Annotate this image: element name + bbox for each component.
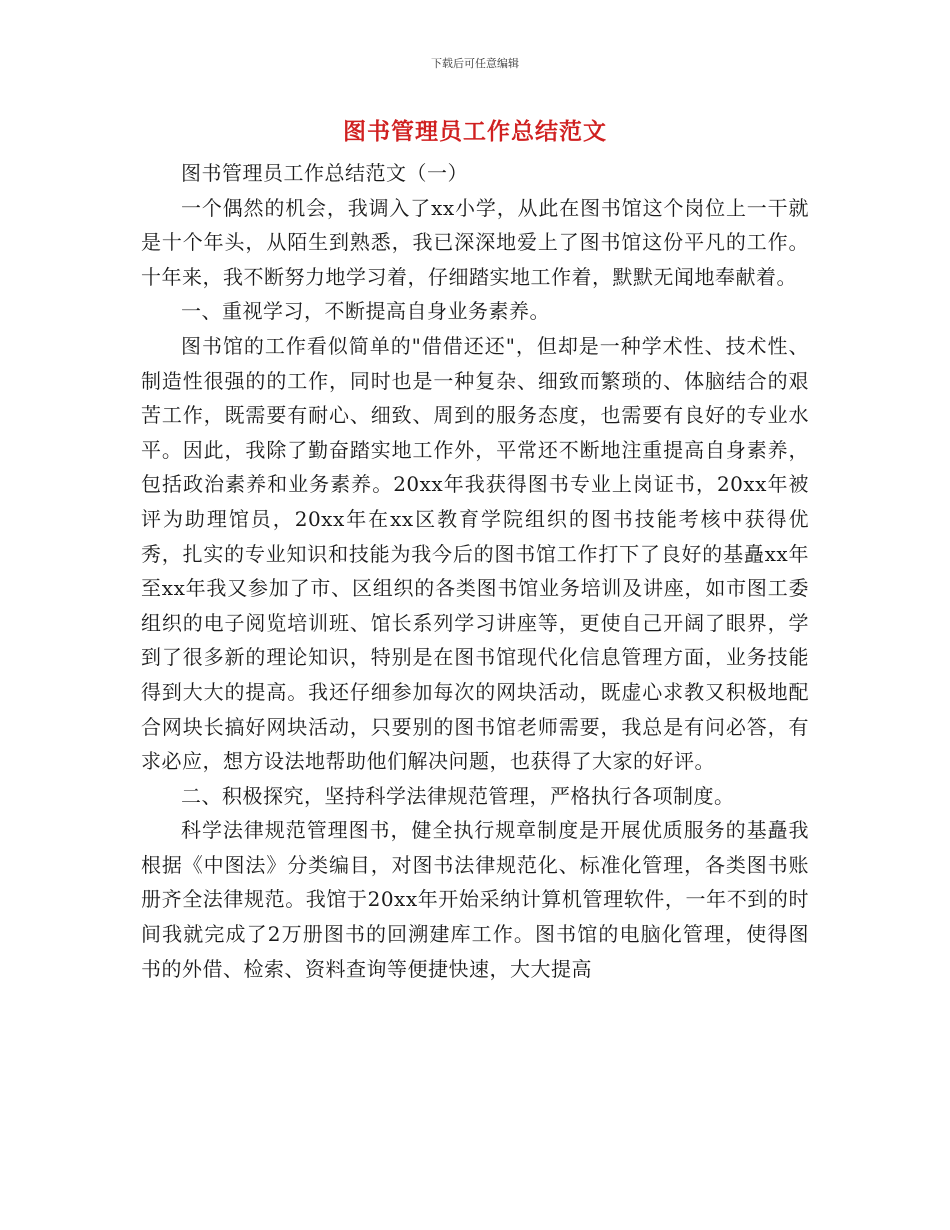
intro-paragraph: 一个偶然的机会，我调入了xx小学，从此在图书馆这个岗位上一干就是十个年头，从陌生到熟悉，我已深深地爱上了图书馆这份平凡的工作。十年来，我不断努力地学习着，仔细踏实地工作着，默默无闻地奉献着。 xyxy=(141,195,809,289)
document-body xyxy=(141,156,809,986)
section-2-paragraph: 科学法律规范管理图书，健全执行规章制度是开展优质服务的基矗我根据《中图法》分类编目，对图书法律规范化、标准化管理，各类图书账册齐全法律规范。我馆于20xx年开始采纳计算机管理软件，一年不到的时间我就完成了2万册图书的回溯建库工作。图书馆的电脑化管理，使得图书的外借、检索、资料查询等便捷快速，大大提高 xyxy=(141,818,809,981)
page-header-note: 下载后可任意编辑 xyxy=(431,57,519,70)
section-1-paragraph: 图书馆的工作看似简单的"借借还还"，但却是一种学术性、技术性、制造性很强的的工作，同时也是一种复杂、细致而繁琐的、体脑结合的艰苦工作，既需要有耐心、细致、周到的服务态度，也需要有良好的专业水平。因此，我除了勤奋踏实地工作外，平常还不断地注重提高自身素养，包括政治素养和业务素养。20xx年我获得图书专业上岗证书，20xx年被评为助理馆员，20xx年在xx区教育学院组织的图书技能考核中获得优秀，扎实的专业知识和技能为我今后的图书馆工作打下了良好的基矗xx年至xx年我又参加了市、区组织的各类图书馆业务培训及讲座，如市图工委组织的电子阅览培训班、馆长系列学习讲座等，更使自己开阔了眼界，学到了很多新的理论知识，特别是在图书馆现代化信息管理方面，业务技能得到大大的提高。我还仔细参加每次的网块活动，既虚心求教又积极地配合网块长搞好网块活动，只要别的图书馆老师需要，我总是有问必答，有求必应，想方设法地帮助他们解决问题，也获得了大家的好评。 xyxy=(141,333,809,774)
subtitle-paragraph: 图书管理员工作总结范文（一） xyxy=(181,161,468,185)
section-heading-1: 一、重视学习，不断提高自身业务素养。 xyxy=(181,299,550,324)
document-title: 图书管理员工作总结范文 xyxy=(343,119,607,145)
section-heading-2: 二、积极探究，坚持科学法律规范管理，严格执行各项制度。 xyxy=(181,783,735,808)
